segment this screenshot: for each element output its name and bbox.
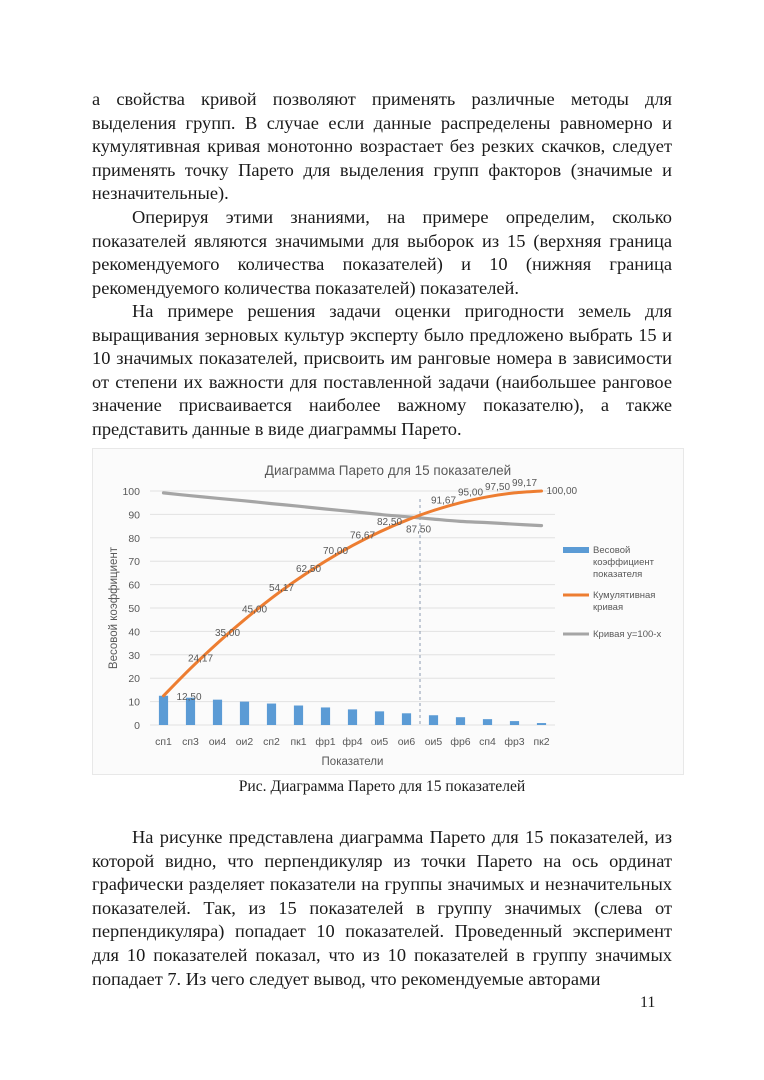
data-label: 82,50: [376, 516, 403, 528]
y-tick-label: 60: [128, 579, 140, 592]
y-tick-label: 100: [122, 486, 140, 498]
data-label: 54,17: [268, 583, 295, 595]
bar: [429, 715, 438, 725]
data-label: 97,50: [484, 481, 511, 493]
x-tick-label: сп2: [263, 736, 280, 748]
data-label: 76,67: [349, 530, 376, 542]
legend-label: показателя: [593, 569, 643, 580]
x-tick-label: сп3: [182, 736, 199, 748]
y-tick-label: 70: [128, 556, 140, 569]
bar: [267, 704, 276, 725]
data-label: 91,67: [430, 495, 457, 507]
x-tick-label: ои5: [424, 736, 443, 748]
bar: [402, 713, 411, 725]
data-label: 70,00: [322, 546, 349, 558]
x-tick-label: фр6: [450, 736, 471, 748]
x-tick-label: ои5: [370, 736, 389, 748]
data-label: 95,00: [457, 487, 484, 499]
paragraph-4: На рисунке представлена диаграмма Парето для 15 показателей, из которой видно, что перпендикуляр из точки Парето на ось ординат графически разделяет показатели на группы значимых и незначительных показателей. Так, из 15 показателей в группу значимых (слева от перпендикуляра) попадает 10 показателей. Проведенный эксперимент для 10 показателей показал, что из 10 показателей в группу значимых попадает 7. Из чего следует вывод, что рекомендуемые авторами: [92, 827, 672, 989]
y-tick-label: 90: [128, 509, 140, 522]
chart-title: Диаграмма Парето для 15 показателей: [264, 463, 512, 478]
data-label: 62,50: [295, 563, 322, 575]
chart-canvas: [93, 449, 683, 774]
bar: [159, 696, 168, 725]
bar: [537, 723, 546, 725]
paragraph-2: Оперируя этими знаниями, на примере определим, сколько показателей являются значимыми для выборок из 15 (верхняя граница рекомендуемого количества показателей) и 10 (нижняя граница рекомендуемого количества показателей) показателей.: [92, 207, 672, 298]
x-tick-label: ои2: [235, 736, 254, 748]
bar: [456, 717, 465, 725]
legend-label: Кривая y=100-x: [593, 629, 662, 640]
legend-label: Весовой: [593, 545, 631, 556]
y-axis-label: Весовой коэффициент: [108, 546, 120, 670]
x-tick-label: фр1: [315, 736, 336, 748]
bar: [321, 707, 330, 725]
pareto-chart: [92, 448, 684, 775]
y-tick-label: 80: [128, 532, 140, 545]
bar: [294, 706, 303, 725]
paragraph-1: а свойства кривой позволяют применять различные методы для выделения групп. В случае если данные распределены равномерно и кумулятивная кривая монотонно возрастает без резких скачков, следует применять точку Парето для выделения групп факторов (значимые и незначительные).: [92, 89, 672, 204]
y-tick-label: 0: [134, 720, 140, 732]
y-tick-label: 50: [128, 603, 140, 615]
bar: [375, 711, 384, 725]
bar: [213, 700, 222, 725]
paragraph-3: На примере решения задачи оценки пригодности земель для выращивания зерновых культур эксперту было предложено выбрать 15 и 10 значимых показателей, присвоить им ранговые номера в зависимости от степени их важности для поставленной задачи (наибольшее ранговое значение присваивается наиболее важному показателю), а также представить данные в виде диаграммы Парето.: [92, 301, 672, 439]
y-tick-label: 30: [128, 649, 140, 662]
x-tick-label: ои4: [208, 736, 227, 748]
data-label: 24,17: [187, 653, 214, 665]
y-tick-label: 40: [128, 626, 140, 639]
y-tick-label: 10: [128, 696, 140, 709]
x-tick-label: пк2: [533, 736, 550, 748]
figure-caption: Рис. Диаграмма Парето для 15 показателей: [238, 778, 526, 795]
x-tick-label: фр3: [504, 736, 525, 748]
y-tick-label: 20: [128, 673, 140, 686]
bar: [483, 719, 492, 725]
data-label: 12,50: [176, 691, 202, 703]
legend-label: кривая: [593, 602, 624, 613]
bar: [348, 709, 357, 725]
x-tick-label: ои6: [397, 736, 416, 748]
data-label: 99,17: [511, 477, 538, 489]
legend-label: Кумулятивная: [593, 590, 656, 601]
legend-swatch-bars: [563, 547, 589, 553]
legend-label: коэффициент: [593, 557, 654, 568]
data-label: 35,00: [214, 628, 241, 640]
data-label: 87,50: [405, 524, 432, 536]
x-tick-label: фр4: [342, 736, 363, 748]
bar: [510, 721, 519, 725]
x-tick-label: сп1: [155, 736, 172, 748]
x-tick-label: пк1: [290, 736, 307, 748]
data-label: 100,00: [546, 486, 578, 497]
x-axis-label: Показатели: [321, 756, 384, 768]
x-tick-label: сп4: [479, 736, 496, 748]
data-label: 45,00: [241, 604, 268, 616]
bar: [240, 702, 249, 725]
page-number: 11: [640, 994, 656, 1011]
